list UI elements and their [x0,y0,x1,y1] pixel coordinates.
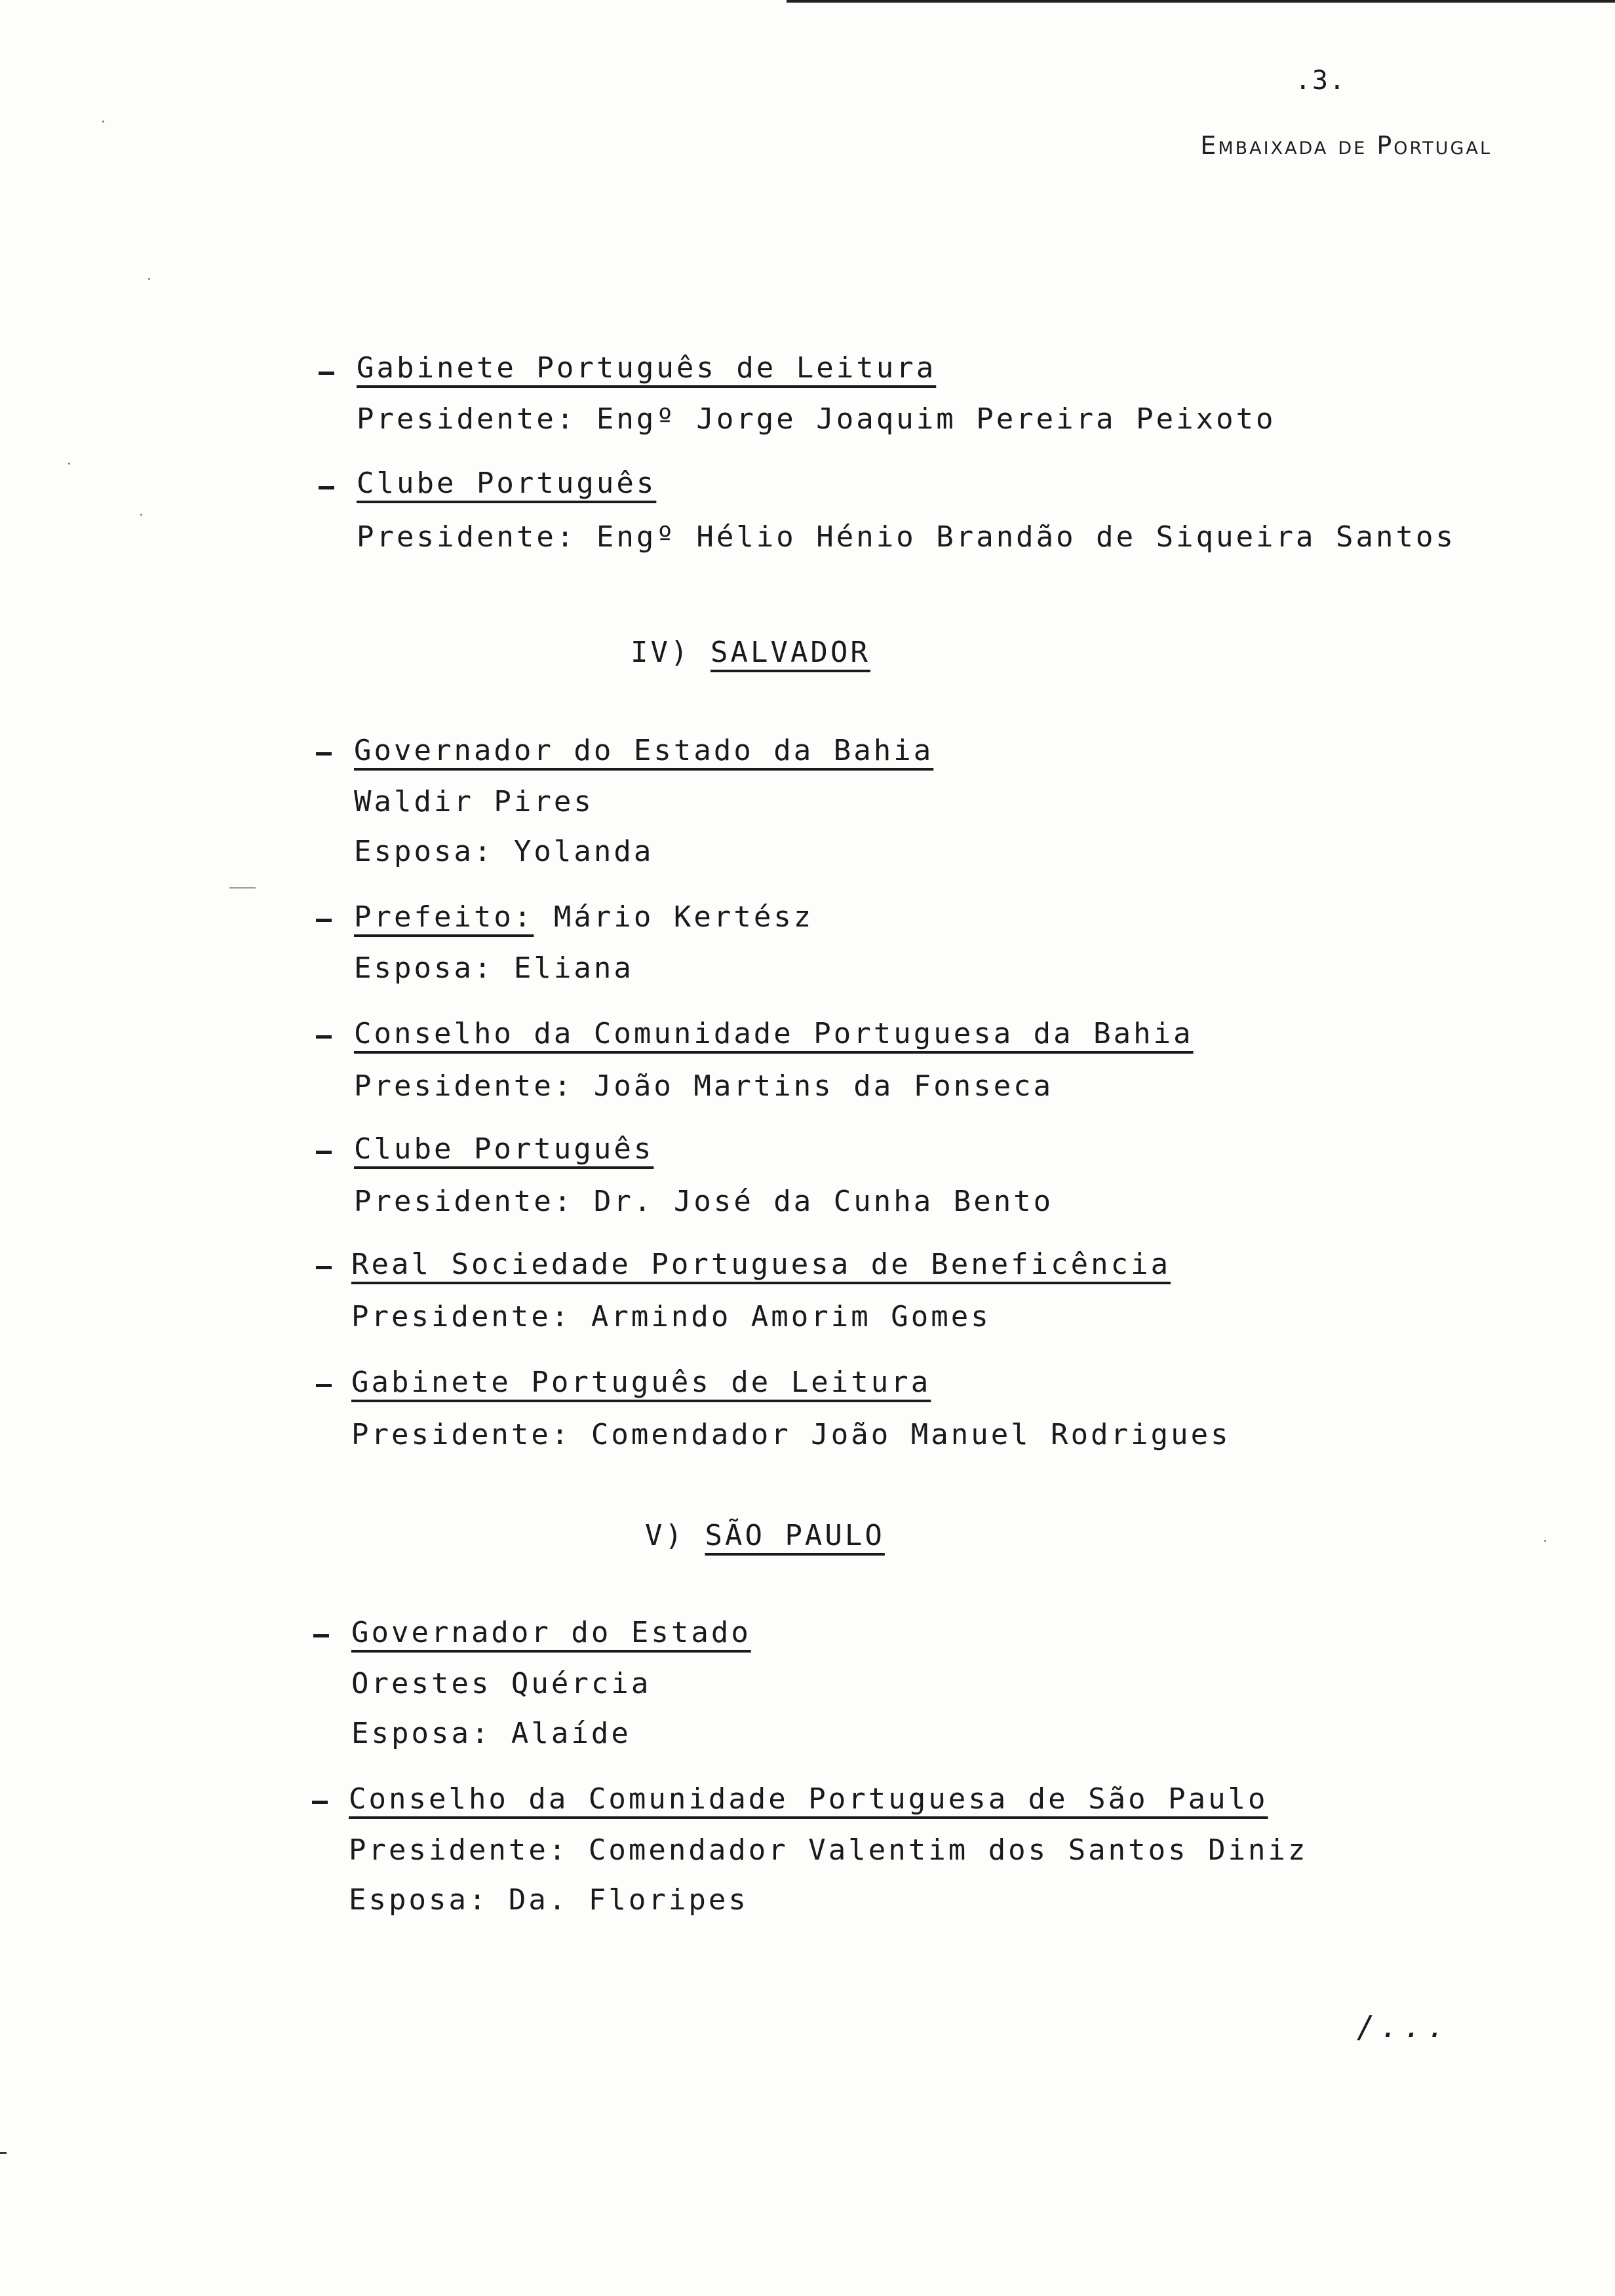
bullet-dash [316,1384,332,1387]
entry-title: Conselho da Comunidade Portuguesa da Bahia [354,1017,1194,1050]
entry-name: Orestes Quércia [351,1667,652,1700]
entry-spouse: Esposa: Eliana [354,951,634,985]
entry-title: Clube Português [354,1132,654,1166]
scan-speck [68,463,70,465]
entry-title-row [354,900,814,934]
scan-mark [229,887,256,889]
entry-detail: Presidente: Comendador João Manuel Rodrigues [351,1418,1231,1451]
entry-detail: Presidente: Engº Jorge Joaquim Pereira Peixoto [357,402,1276,436]
bullet-dash [319,372,334,375]
section-city: SALVADOR [710,636,870,669]
bullet-dash [313,1634,329,1637]
entry-name: Waldir Pires [354,785,594,818]
top-border-line [787,0,1615,3]
entry-detail: Presidente: Comendador Valentim dos Santos Diniz [349,1833,1308,1867]
bullet-dash [316,1035,332,1039]
entry-title: Conselho da Comunidade Portuguesa de São Paulo [349,1782,1268,1816]
scan-speck [148,278,150,280]
continuation-mark: /... [1357,2009,1450,2044]
entry-title: Prefeito: [354,900,534,934]
page-number: .3. [1294,66,1346,96]
section-city: SÃO PAULO [705,1519,885,1552]
entry-detail: Presidente: Dr. José da Cunha Bento [354,1185,1054,1218]
entry-title: Governador do Estado da Bahia [354,734,934,767]
entry-title: Gabinete Português de Leitura [357,351,937,385]
scan-speck [1544,1540,1546,1542]
scan-mark [0,2152,7,2154]
letterhead: Embaixada de Portugal [1200,131,1492,160]
section-heading-v [645,1521,885,1550]
entry-spouse: Esposa: Yolanda [354,835,654,868]
scan-speck [102,121,104,123]
bullet-dash [319,486,334,489]
bullet-dash [316,1151,332,1154]
entry-title-rest: Mário Kertész [553,900,814,934]
bullet-dash [316,752,332,756]
entry-title: Real Sociedade Portuguesa de Beneficência [351,1248,1171,1281]
bullet-dash [312,1801,328,1804]
entry-detail: Presidente: Armindo Amorim Gomes [351,1300,991,1333]
bullet-dash [316,919,332,922]
scan-speck [140,514,142,516]
entry-title: Governador do Estado [351,1616,751,1649]
entry-detail: Presidente: João Martins da Fonseca [354,1069,1054,1103]
entry-spouse: Esposa: Alaíde [351,1717,631,1750]
entry-title: Clube Português [357,467,657,500]
section-numeral: IV) [631,636,691,669]
section-heading-iv [631,638,870,667]
entry-spouse: Esposa: Da. Floripes [349,1883,749,1917]
section-numeral: V) [645,1519,685,1552]
entry-title: Gabinete Português de Leitura [351,1366,931,1399]
bullet-dash [316,1266,332,1269]
entry-detail: Presidente: Engº Hélio Hénio Brandão de Siqueira Santos [357,520,1456,554]
